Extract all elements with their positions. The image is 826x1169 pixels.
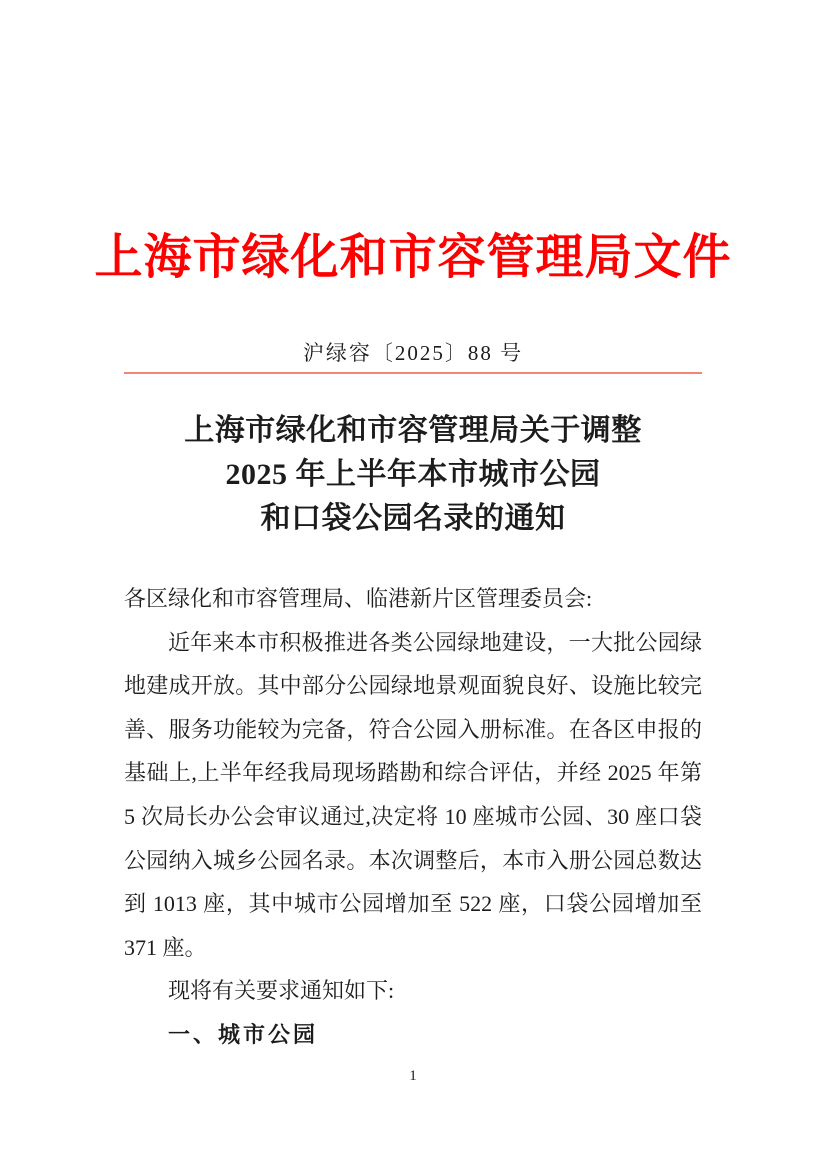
paragraph-2-line: 现将有关要求通知如下:	[168, 978, 395, 1004]
document-number: 沪绿容〔2025〕88 号	[302, 341, 524, 365]
paragraph-1-line-5: 5 次局长办公会审议通过,决定将 10 座城市公园、30 座口袋	[124, 803, 702, 829]
paragraph-1-line-3: 善、服务功能较为完备，符合公园入册标准。在各区申报的	[124, 716, 702, 742]
document-title-line-1: 上海市绿化和市容管理局关于调整	[184, 414, 642, 447]
document-title	[0, 409, 826, 541]
paragraph-1-line-6: 公园纳入城乡公园名录。本次调整后，本市入册公园总数达	[124, 847, 702, 873]
paragraph-1-line-8: 371 座。	[124, 934, 207, 960]
page-number: 1	[409, 1068, 417, 1084]
salutation-line: 各区绿化和市容管理局、临港新片区管理委员会:	[124, 586, 593, 611]
document-body	[124, 577, 702, 1057]
red-divider-line	[124, 372, 702, 374]
document-header-org-title: 上海市绿化和市容管理局文件	[94, 231, 732, 284]
document-title-line-2: 2025 年上半年本市城市公园	[225, 458, 601, 491]
paragraph-1-line-7: 到 1013 座，其中城市公园增加至 522 座，口袋公园增加至	[124, 891, 702, 917]
paragraph-1-line-4: 基础上,上半年经我局现场踏勘和综合评估，并经 2025 年第	[124, 760, 702, 786]
paragraph-1-line-2: 地建成开放。其中部分公园绿地景观面貌良好、设施比较完	[124, 673, 702, 699]
section-1-heading: 一、城市公园	[168, 1021, 319, 1047]
paragraph-1-line-1: 近年来本市积极推进各类公园绿地建设，一大批公园绿	[168, 629, 702, 655]
document-title-line-3: 和口袋公园名录的通知	[260, 502, 566, 535]
